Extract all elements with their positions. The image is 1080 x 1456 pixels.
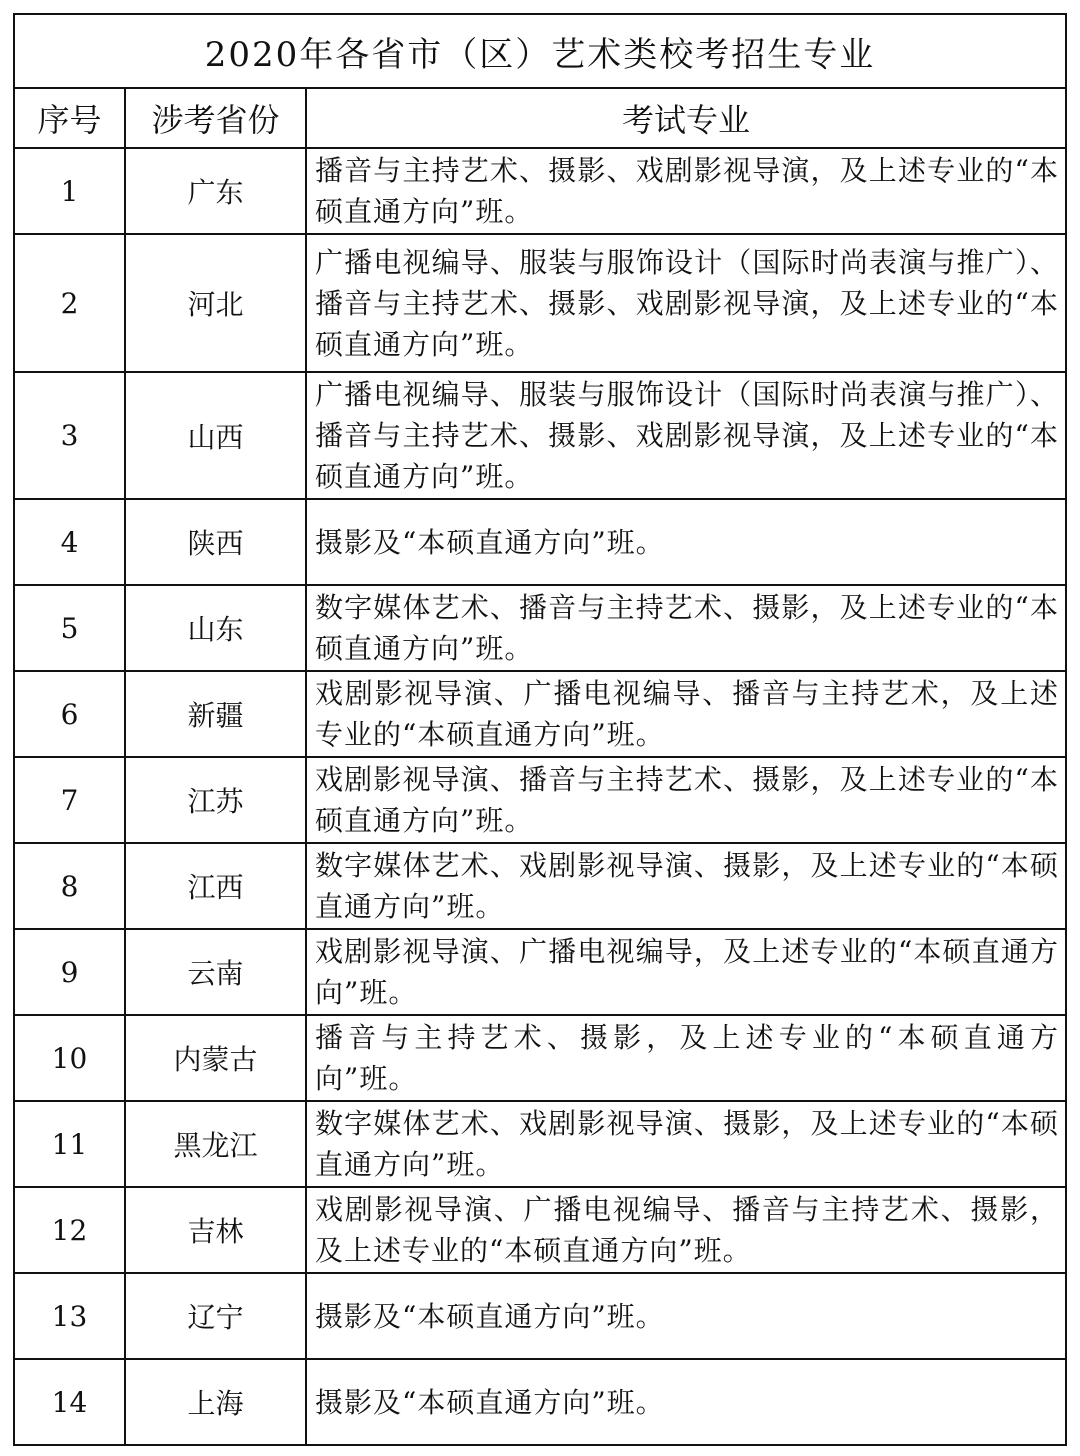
- row-index: 1: [14, 148, 125, 234]
- admissions-table: [13, 13, 1067, 1446]
- row-province: 江苏: [125, 757, 306, 843]
- row-index: 12: [14, 1187, 125, 1273]
- table-row: [14, 1015, 1066, 1101]
- row-major: 数字媒体艺术、播音与主持艺术、摄影，及上述专业的“本硕直通方向”班。: [306, 585, 1066, 671]
- table-row: [14, 1187, 1066, 1273]
- row-major: 广播电视编导、服装与服饰设计（国际时尚表演与推广）、播音与主持艺术、摄影、戏剧影视导演，及上述专业的“本硕直通方向”班。: [306, 234, 1066, 372]
- table-row: [14, 234, 1066, 372]
- row-index: 6: [14, 671, 125, 757]
- table-row: [14, 585, 1066, 671]
- table-row: [14, 757, 1066, 843]
- row-index: 9: [14, 929, 125, 1015]
- row-index: 2: [14, 234, 125, 372]
- admissions-table-container: [13, 13, 1067, 1446]
- row-province: 江西: [125, 843, 306, 929]
- row-major: 摄影及“本硕直通方向”班。: [306, 1273, 1066, 1359]
- table-title: 2020年各省市（区）艺术类校考招生专业: [14, 14, 1066, 88]
- row-province: 山东: [125, 585, 306, 671]
- row-major: 播音与主持艺术、摄影，及上述专业的“本硕直通方向”班。: [306, 1015, 1066, 1101]
- row-major: 戏剧影视导演、广播电视编导、播音与主持艺术，及上述专业的“本硕直通方向”班。: [306, 671, 1066, 757]
- table-row: [14, 929, 1066, 1015]
- row-index: 11: [14, 1101, 125, 1187]
- header-province: 涉考省份: [125, 88, 306, 148]
- row-index: 3: [14, 372, 125, 499]
- header-row: [14, 88, 1066, 148]
- row-province: 内蒙古: [125, 1015, 306, 1101]
- row-major: 戏剧影视导演、广播电视编导，及上述专业的“本硕直通方向”班。: [306, 929, 1066, 1015]
- table-row: [14, 148, 1066, 234]
- row-major: 摄影及“本硕直通方向”班。: [306, 499, 1066, 585]
- row-province: 黑龙江: [125, 1101, 306, 1187]
- row-index: 7: [14, 757, 125, 843]
- row-province: 辽宁: [125, 1273, 306, 1359]
- row-province: 山西: [125, 372, 306, 499]
- row-province: 河北: [125, 234, 306, 372]
- row-province: 新疆: [125, 671, 306, 757]
- row-province: 吉林: [125, 1187, 306, 1273]
- row-index: 8: [14, 843, 125, 929]
- row-major: 广播电视编导、服装与服饰设计（国际时尚表演与推广）、播音与主持艺术、摄影、戏剧影视导演，及上述专业的“本硕直通方向”班。: [306, 372, 1066, 499]
- row-index: 13: [14, 1273, 125, 1359]
- row-province: 陕西: [125, 499, 306, 585]
- row-province: 上海: [125, 1359, 306, 1445]
- table-row: [14, 1101, 1066, 1187]
- header-index: 序号: [14, 88, 125, 148]
- row-index: 14: [14, 1359, 125, 1445]
- row-province: 云南: [125, 929, 306, 1015]
- table-row: [14, 843, 1066, 929]
- table-row: [14, 499, 1066, 585]
- row-major: 数字媒体艺术、戏剧影视导演、摄影，及上述专业的“本硕直通方向”班。: [306, 1101, 1066, 1187]
- row-major: 戏剧影视导演、播音与主持艺术、摄影，及上述专业的“本硕直通方向”班。: [306, 757, 1066, 843]
- title-row: [14, 14, 1066, 88]
- row-index: 10: [14, 1015, 125, 1101]
- row-major: 数字媒体艺术、戏剧影视导演、摄影，及上述专业的“本硕直通方向”班。: [306, 843, 1066, 929]
- table-row: [14, 671, 1066, 757]
- row-major: 播音与主持艺术、摄影、戏剧影视导演，及上述专业的“本硕直通方向”班。: [306, 148, 1066, 234]
- header-major: 考试专业: [306, 88, 1066, 148]
- row-index: 4: [14, 499, 125, 585]
- row-major: 戏剧影视导演、广播电视编导、播音与主持艺术、摄影，及上述专业的“本硕直通方向”班。: [306, 1187, 1066, 1273]
- table-row: [14, 1273, 1066, 1359]
- row-index: 5: [14, 585, 125, 671]
- row-major: 摄影及“本硕直通方向”班。: [306, 1359, 1066, 1445]
- table-body: [14, 148, 1066, 1445]
- row-province: 广东: [125, 148, 306, 234]
- table-row: [14, 372, 1066, 499]
- table-row: [14, 1359, 1066, 1445]
